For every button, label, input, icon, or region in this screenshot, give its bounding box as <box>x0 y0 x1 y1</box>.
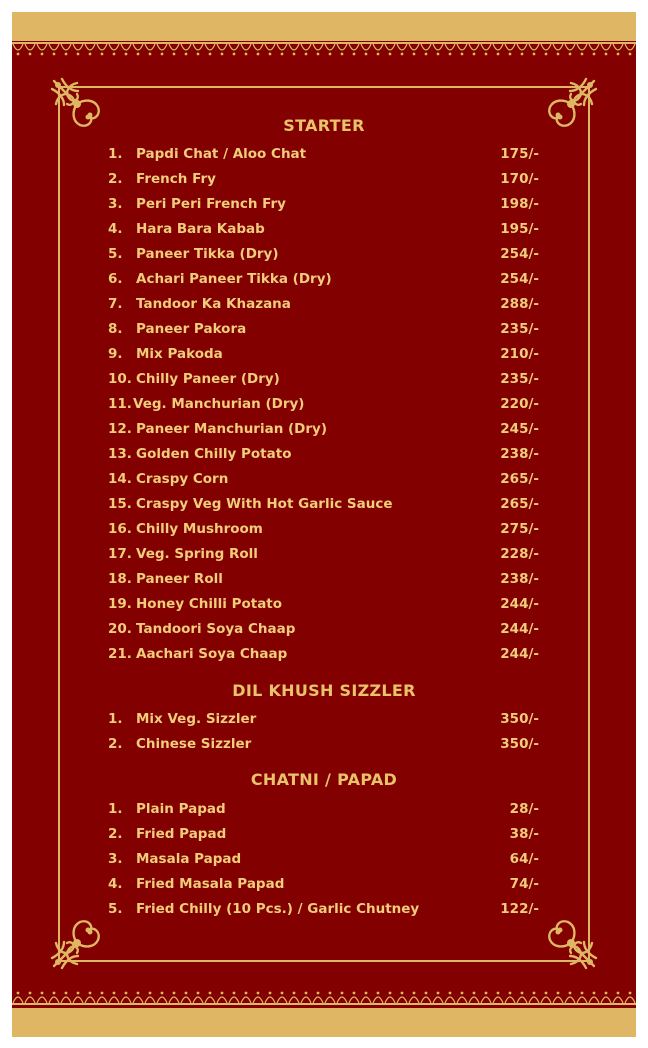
item-name: French Fry <box>136 171 216 187</box>
menu-item <box>0 246 648 268</box>
item-number: 18. <box>108 571 132 587</box>
menu-item <box>0 646 648 668</box>
item-price: 265/- <box>500 496 539 512</box>
item-price: 175/- <box>500 146 539 162</box>
item-name: Honey Chilli Potato <box>136 596 283 612</box>
item-number: 1. <box>108 146 123 162</box>
item-number: 3. <box>108 196 123 212</box>
item-number: 19. <box>108 596 132 612</box>
menu-item <box>0 571 648 593</box>
menu-item <box>0 496 648 518</box>
item-number: 5. <box>108 901 123 917</box>
item-price: 210/- <box>500 346 539 362</box>
item-price: 220/- <box>500 396 539 412</box>
item-price: 170/- <box>500 171 539 187</box>
item-name: Chilly Paneer (Dry) <box>136 371 280 387</box>
menu-item <box>0 296 648 318</box>
menu-item <box>0 876 648 898</box>
menu-item <box>0 851 648 873</box>
menu-item <box>0 146 648 168</box>
item-name: Fried Chilly (10 Pcs.) / Garlic Chutney <box>136 901 420 917</box>
item-name: Mix Veg. Sizzler <box>136 711 257 727</box>
item-price: 244/- <box>500 621 539 637</box>
item-price: 235/- <box>500 371 539 387</box>
item-number: 2. <box>108 171 123 187</box>
item-name: Hara Bara Kabab <box>136 221 265 237</box>
item-name: Golden Chilly Potato <box>136 446 292 462</box>
top-gold-band <box>12 12 636 41</box>
item-price: 275/- <box>500 521 539 537</box>
item-number: 3. <box>108 851 123 867</box>
item-name: Craspy Veg With Hot Garlic Sauce <box>136 496 393 512</box>
menu-item <box>0 521 648 543</box>
item-price: 28/- <box>509 801 539 817</box>
item-number: 12. <box>108 421 132 437</box>
item-name: Plain Papad <box>136 801 226 817</box>
item-price: 235/- <box>500 321 539 337</box>
menu-item <box>0 321 648 343</box>
item-number: 15. <box>108 496 132 512</box>
item-price: 245/- <box>500 421 539 437</box>
menu-item <box>0 371 648 393</box>
item-price: 238/- <box>500 571 539 587</box>
item-price: 254/- <box>500 271 539 287</box>
section-title-chatni-papad: CHATNI / PAPAD <box>250 770 398 789</box>
bottom-lace-border <box>12 987 636 1005</box>
item-name: Aachari Soya Chaap <box>136 646 288 662</box>
item-name: Veg. Manchurian (Dry) <box>133 396 305 412</box>
item-price: 238/- <box>500 446 539 462</box>
item-price: 244/- <box>500 646 539 662</box>
item-number: 10. <box>108 371 132 387</box>
item-name: Fried Papad <box>136 826 227 842</box>
menu-item <box>0 596 648 618</box>
item-price: 195/- <box>500 221 539 237</box>
item-price: 228/- <box>500 546 539 562</box>
item-price: 38/- <box>509 826 539 842</box>
menu-item <box>0 271 648 293</box>
item-price: 198/- <box>500 196 539 212</box>
item-price: 350/- <box>500 711 539 727</box>
menu-item <box>0 471 648 493</box>
menu-item <box>0 196 648 218</box>
item-number: 7. <box>108 296 123 312</box>
menu-item <box>0 711 648 733</box>
item-number: 17. <box>108 546 132 562</box>
item-price: 244/- <box>500 596 539 612</box>
menu-item <box>0 621 648 643</box>
bottom-gold-band <box>12 1008 636 1037</box>
menu-item <box>0 901 648 923</box>
item-price: 265/- <box>500 471 539 487</box>
menu-item <box>0 546 648 568</box>
item-number: 6. <box>108 271 123 287</box>
menu-item <box>0 396 648 418</box>
item-name: Paneer Roll <box>136 571 223 587</box>
item-name: Paneer Tikka (Dry) <box>136 246 279 262</box>
item-number: 21. <box>108 646 132 662</box>
item-name: Achari Paneer Tikka (Dry) <box>136 271 332 287</box>
item-number: 4. <box>108 221 123 237</box>
item-number: 1. <box>108 711 123 727</box>
section-title-sizzler: DIL KHUSH SIZZLER <box>232 681 416 700</box>
item-number: 13. <box>108 446 132 462</box>
item-price: 288/- <box>500 296 539 312</box>
item-name: Paneer Pakora <box>136 321 247 337</box>
item-number: 9. <box>108 346 123 362</box>
item-name: Veg. Spring Roll <box>136 546 258 562</box>
item-number: 2. <box>108 826 123 842</box>
item-number: 14. <box>108 471 132 487</box>
section-title-starter: STARTER <box>283 116 365 135</box>
item-price: 350/- <box>500 736 539 752</box>
item-name: Peri Peri French Fry <box>136 196 286 212</box>
item-name: Masala Papad <box>136 851 242 867</box>
menu-item <box>0 826 648 848</box>
item-price: 74/- <box>509 876 539 892</box>
item-name: Tandoor Ka Khazana <box>136 296 291 312</box>
menu-item <box>0 346 648 368</box>
item-price: 122/- <box>500 901 539 917</box>
item-number: 1. <box>108 801 123 817</box>
item-number: 20. <box>108 621 132 637</box>
item-number: 5. <box>108 246 123 262</box>
menu-item <box>0 446 648 468</box>
item-number: 4. <box>108 876 123 892</box>
item-price: 64/- <box>509 851 539 867</box>
item-name: Chilly Mushroom <box>136 521 263 537</box>
top-lace-border <box>12 42 636 60</box>
item-price: 254/- <box>500 246 539 262</box>
menu-item <box>0 421 648 443</box>
item-name: Papdi Chat / Aloo Chat <box>136 146 307 162</box>
item-number: 11. <box>108 396 132 412</box>
item-number: 8. <box>108 321 123 337</box>
menu-item <box>0 221 648 243</box>
item-name: Chinese Sizzler <box>136 736 252 752</box>
item-name: Tandoori Soya Chaap <box>136 621 296 637</box>
item-number: 2. <box>108 736 123 752</box>
menu-item <box>0 736 648 758</box>
menu-item <box>0 171 648 193</box>
item-number: 16. <box>108 521 132 537</box>
item-name: Paneer Manchurian (Dry) <box>136 421 328 437</box>
item-name: Craspy Corn <box>136 471 229 487</box>
item-name: Mix Pakoda <box>136 346 223 362</box>
item-name: Fried Masala Papad <box>136 876 285 892</box>
menu-item <box>0 801 648 823</box>
